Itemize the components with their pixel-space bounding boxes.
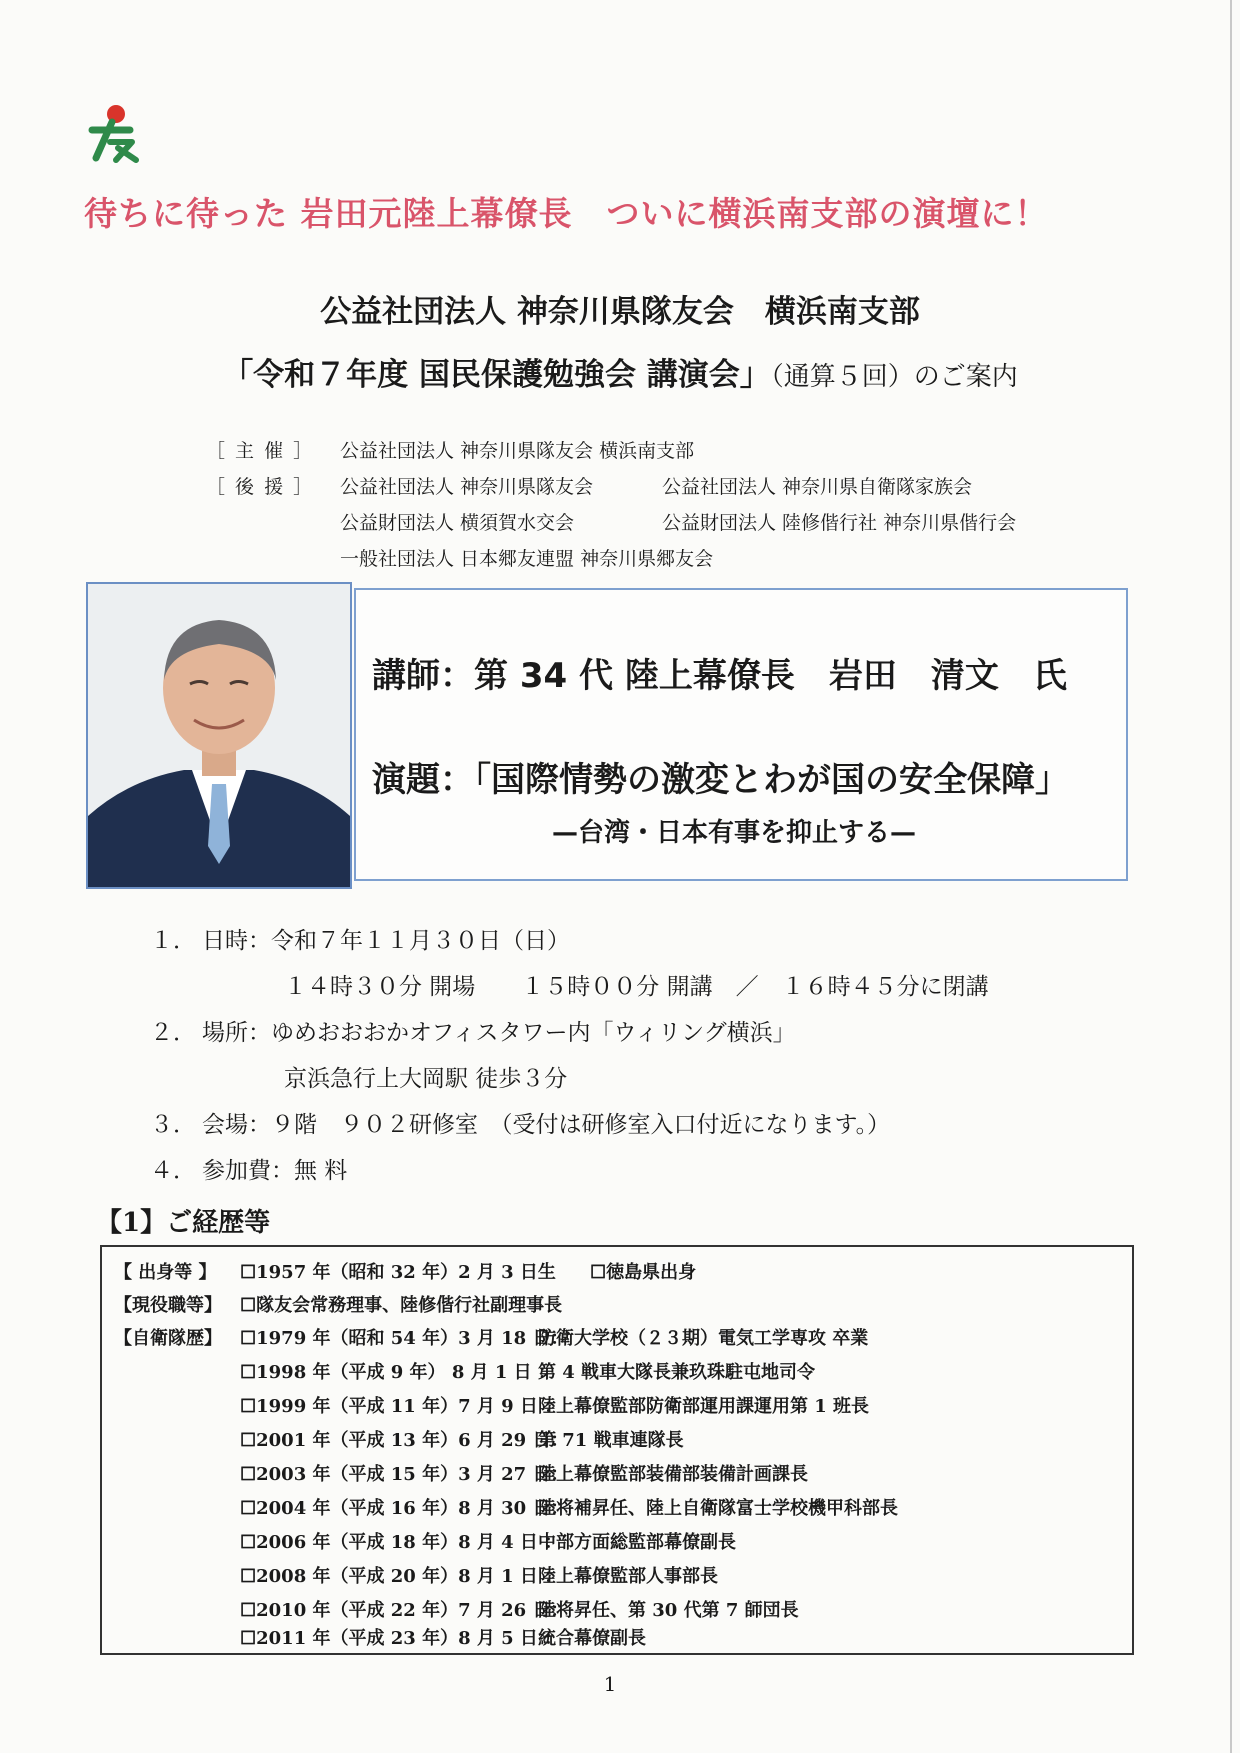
career-date: ☐1999 年（平成 11 年）7 月 9 日 ： xyxy=(240,1396,563,1417)
organization-title: 公益社団法人 神奈川県隊友会 横浜南支部 xyxy=(320,294,920,330)
event-title xyxy=(0,349,1240,394)
career-date: ☐2010 年（平成 22 年）7 月 26 日： xyxy=(240,1600,569,1621)
speaker-photo xyxy=(86,582,352,889)
career-desc: 陸将昇任、第 30 代第 7 師団長 xyxy=(538,1600,799,1621)
career-label: 【現役職等】 xyxy=(114,1295,222,1316)
career-desc: 防衛大学校（２３期）電気工学専攻 卒業 xyxy=(538,1328,869,1349)
sponsor-name: 公益社団法人 神奈川県隊友会 横浜南支部 xyxy=(340,440,695,462)
career-table xyxy=(100,1245,1134,1655)
career-date: ☐2006 年（平成 18 年）8 月 4 日 ： xyxy=(240,1532,563,1553)
sponsor-tag: ［ 主 催 ］ xyxy=(206,440,315,462)
career-desc: 陸上幕僚監部装備部装備計画課長 xyxy=(538,1464,808,1485)
career-desc: 統合幕僚副長 xyxy=(538,1628,646,1649)
detail-text: 京浜急行上大岡駅 徒歩３分 xyxy=(284,1066,568,1092)
detail-text: 参加費：無 料 xyxy=(202,1158,348,1184)
sponsor-name: 公益社団法人 神奈川県自衛隊家族会 xyxy=(662,476,973,498)
headline: 待ちに待った 岩田元陸上幕僚長 ついに横浜南支部の演壇に！ xyxy=(84,194,1049,233)
detail-number: ２． xyxy=(150,1020,196,1046)
sponsor-name: 一般社団法人 日本郷友連盟 神奈川県郷友会 xyxy=(340,548,714,570)
career-desc: 陸将補昇任、陸上自衛隊富士学校機甲科部長 xyxy=(538,1498,898,1519)
detail-number: ３． xyxy=(150,1112,196,1138)
career-label: 【 出身等 】 xyxy=(114,1262,217,1283)
career-desc: 中部方面総監部幕僚副長 xyxy=(538,1532,736,1553)
career-date: ☐2011 年（平成 23 年）8 月 5 日 ： xyxy=(240,1628,563,1649)
sponsor-tag: ［ 後 援 ］ xyxy=(206,476,315,498)
sponsor-name: 公益財団法人 横須賀水交会 xyxy=(340,512,575,534)
lecture-topic: 演題：「国際情勢の激変とわが国の安全保障」 xyxy=(372,760,1069,800)
career-date: ☐2003 年（平成 15 年）3 月 27 日： xyxy=(240,1464,569,1485)
sponsor-name: 公益社団法人 神奈川県隊友会 xyxy=(340,476,594,498)
event-title-sub: （通算５回）のご案内 xyxy=(770,362,1018,392)
lecture-info-box xyxy=(354,588,1128,881)
career-value: ☐隊友会常務理事、陸修偕行社副理事長 xyxy=(240,1295,563,1316)
detail-number: １． xyxy=(150,928,196,954)
sponsor-name: 公益財団法人 陸修偕行社 神奈川県偕行会 xyxy=(662,512,1017,534)
detail-text: 場所：ゆめおおおかオフィスタワー内「ウィリング横浜」 xyxy=(202,1020,796,1046)
taiyukai-logo xyxy=(86,100,148,166)
career-date: ☐2001 年（平成 13 年）6 月 29 日： xyxy=(240,1430,569,1451)
career-label: 【自衛隊歴】 xyxy=(114,1328,222,1349)
detail-number: ４． xyxy=(150,1158,196,1184)
career-desc: 第 71 戦車連隊長 xyxy=(538,1430,684,1451)
career-desc: 陸上幕僚監部防衛部運用課運用第 1 班長 xyxy=(538,1396,870,1417)
page-number: 1 xyxy=(603,1672,617,1696)
career-date: ☐1998 年（平成 9 年） 8 月 1 日 ： xyxy=(240,1362,556,1383)
lecturer: 講師：第 34 代 陸上幕僚長 岩田 清文 氏 xyxy=(372,656,1067,696)
event-title-main: 「令和７年度 国民保護勉強会 講演会」 xyxy=(222,357,771,393)
career-value: ☐1957 年（昭和 32 年）2 月 3 日生 xyxy=(240,1262,556,1283)
career-desc: 第 4 戦車大隊長兼玖珠駐屯地司令 xyxy=(538,1362,816,1383)
career-desc: 陸上幕僚監部人事部長 xyxy=(538,1566,718,1587)
career-date: ☐1979 年（昭和 54 年）3 月 18 日： xyxy=(240,1328,569,1349)
scan-edge xyxy=(1230,0,1232,1753)
career-value: ☐徳島県出身 xyxy=(590,1262,697,1283)
lecture-subtitle: —台湾・日本有事を抑止する— xyxy=(552,818,917,848)
detail-text: １４時３０分 開場 １５時００分 開講 ／ １６時４５分に閉講 xyxy=(284,974,989,1000)
detail-text: 会場：９階 ９０２研修室 （受付は研修室入口付近になります。） xyxy=(202,1112,891,1138)
detail-text: 日時：令和７年１１月３０日（日） xyxy=(202,928,570,954)
career-date: ☐2004 年（平成 16 年）8 月 30 日： xyxy=(240,1498,569,1519)
career-heading: 【1】ご経歴等 xyxy=(96,1208,271,1238)
career-date: ☐2008 年（平成 20 年）8 月 1 日 ： xyxy=(240,1566,563,1587)
